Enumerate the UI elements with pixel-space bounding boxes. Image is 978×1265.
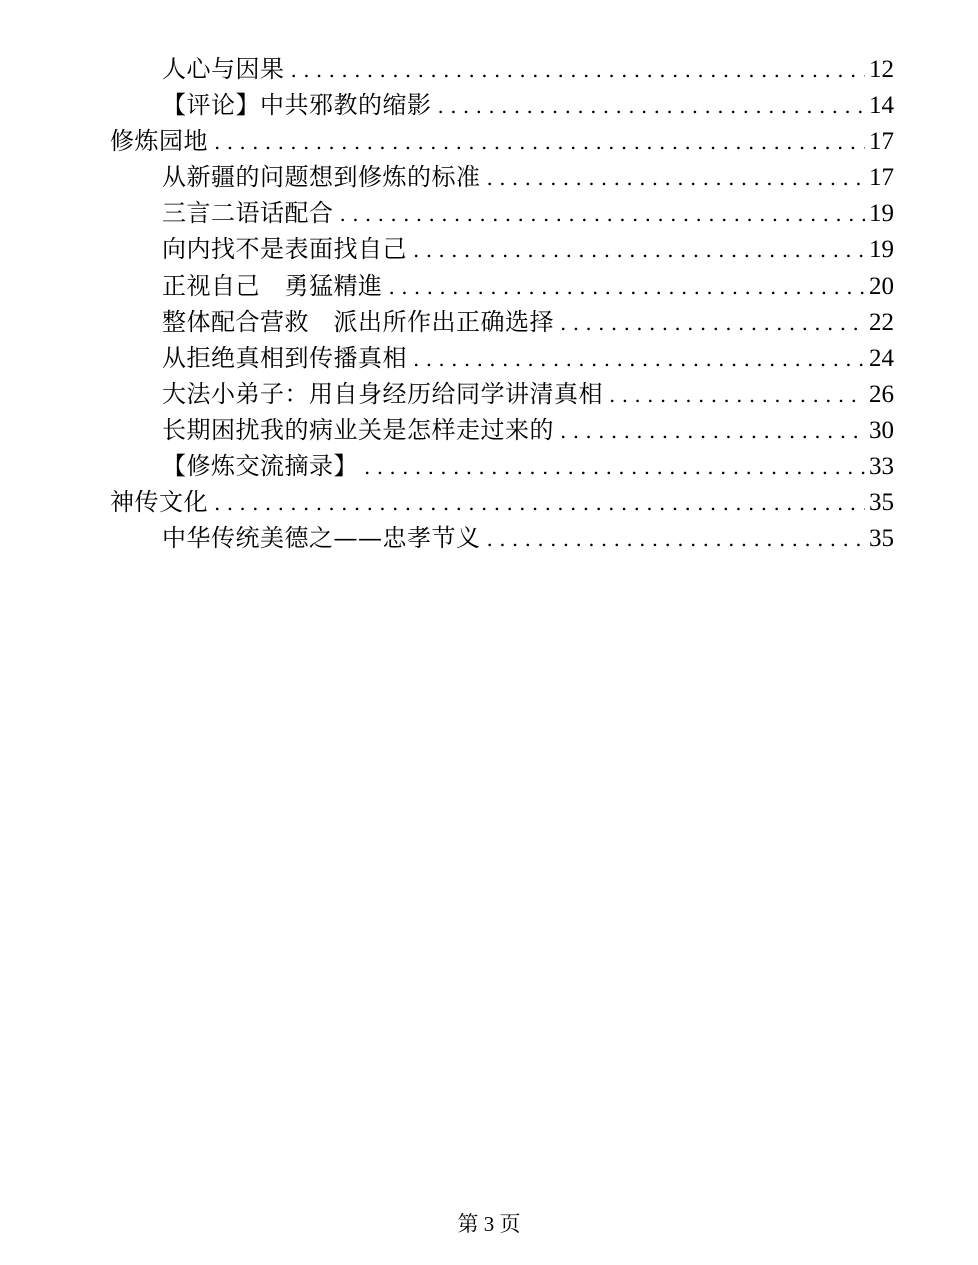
toc-dot-leader (214, 485, 865, 521)
toc-entry[interactable] (110, 159, 894, 195)
toc-dot-leader (413, 232, 865, 268)
toc-entry-page: 30 (869, 416, 894, 444)
toc-dot-leader (487, 521, 866, 557)
toc-dot-leader (291, 52, 866, 88)
toc-dot-leader (364, 449, 865, 485)
toc-entry[interactable] (110, 304, 894, 340)
toc-entry-page: 19 (869, 236, 894, 264)
toc-entry-title: 中华传统美德之——忠孝节义 (162, 524, 481, 553)
toc-section-heading[interactable] (110, 123, 894, 159)
toc-entry[interactable] (110, 195, 894, 231)
toc-entry[interactable] (110, 51, 894, 87)
table-of-contents (110, 51, 894, 556)
toc-entry-title: 正视自己 勇猛精進 (162, 271, 383, 300)
toc-entry-title: 人心与因果 (162, 55, 285, 83)
toc-entry-title: 从新疆的问题想到修炼的标准 (162, 163, 481, 192)
toc-entry-title: 大法小弟子：用自身经历给同学讲清真相 (162, 379, 603, 408)
toc-dot-leader (214, 124, 865, 160)
toc-entry[interactable] (110, 520, 894, 556)
toc-entry-title: 长期困扰我的病业关是怎样走过来的 (162, 415, 554, 444)
toc-dot-leader (487, 160, 866, 196)
toc-entry[interactable] (110, 231, 894, 267)
toc-entry-page: 35 (869, 489, 894, 517)
toc-dot-leader (609, 377, 865, 413)
toc-entry-title: 【修炼交流摘录】 (162, 452, 358, 481)
toc-entry[interactable] (110, 412, 894, 448)
toc-entry-page: 35 (869, 525, 894, 553)
toc-entry-title: 【评论】中共邪教的缩影 (162, 91, 432, 120)
toc-entry-page: 24 (869, 344, 894, 372)
toc-entry-page: 19 (869, 200, 894, 228)
toc-dot-leader (560, 413, 865, 449)
toc-entry[interactable] (110, 376, 894, 412)
toc-dot-leader (438, 88, 866, 124)
toc-entry[interactable] (110, 87, 894, 123)
page-number-footer: 第 3 页 (457, 1212, 521, 1236)
toc-dot-leader (560, 305, 865, 341)
toc-entry-title: 从拒绝真相到传播真相 (162, 343, 407, 372)
toc-entry-title: 向内找不是表面找自己 (162, 235, 407, 264)
toc-entry-page: 17 (869, 164, 894, 192)
toc-section-heading[interactable] (110, 484, 894, 520)
toc-entry-page: 20 (869, 272, 894, 300)
toc-entry-page: 17 (869, 128, 894, 156)
toc-entry-page: 22 (869, 308, 894, 336)
toc-entry-title: 神传文化 (110, 488, 208, 517)
toc-entry[interactable] (110, 340, 894, 376)
toc-dot-leader (340, 196, 866, 232)
toc-dot-leader (413, 341, 865, 377)
toc-entry-title: 整体配合营救 派出所作出正确选择 (162, 307, 554, 336)
toc-entry-title: 三言二语话配合 (162, 199, 334, 228)
toc-entry-page: 26 (869, 380, 894, 408)
toc-entry-page: 14 (869, 92, 894, 120)
toc-entry[interactable] (110, 448, 894, 484)
toc-dot-leader (389, 269, 866, 305)
toc-entry-page: 12 (869, 56, 894, 83)
toc-entry[interactable] (110, 268, 894, 304)
toc-entry-title: 修炼园地 (110, 127, 208, 156)
toc-entry-page: 33 (869, 453, 894, 481)
